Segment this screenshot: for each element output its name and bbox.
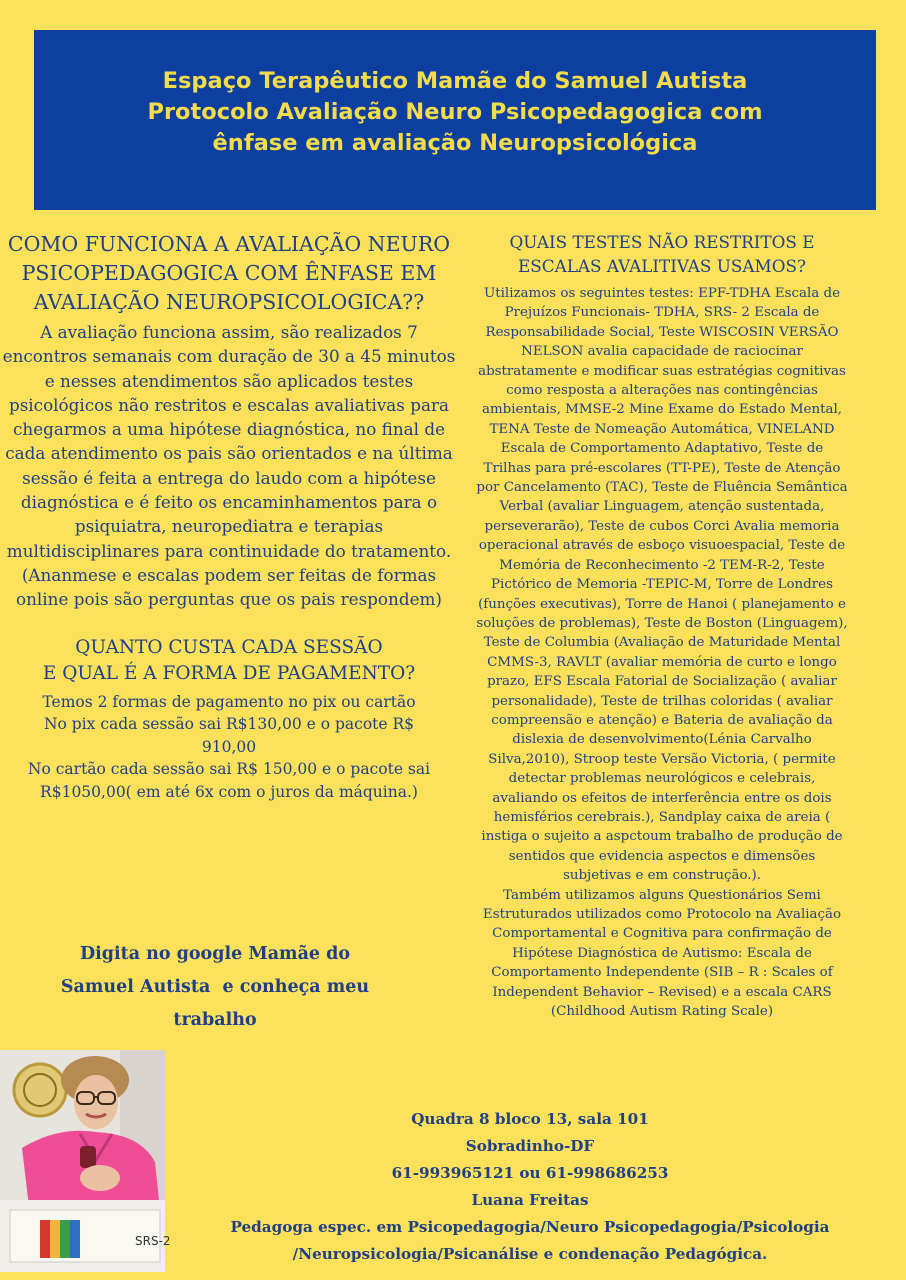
payment-title-line-2: E QUAL É A FORMA DE PAGAMENTO?: [42, 662, 416, 684]
right-column: [476, 230, 848, 1021]
payment-line-1: Temos 2 formas de pagamento no pix ou cartão: [42, 692, 416, 711]
contact-address: Quadra 8 bloco 13, sala 101: [411, 1110, 649, 1128]
header-banner: [34, 30, 876, 210]
payment-line-2: No pix cada sessão sai R$130,00 e o pacote R$ 910,00: [43, 715, 415, 756]
how-it-works-note: (Ananmese e escalas podem ser feitas de formas online pois são perguntas que os pais respondem): [16, 564, 442, 610]
google-line-3: trabalho: [173, 1010, 257, 1030]
contact-city: Sobradinho-DF: [465, 1137, 595, 1155]
tests-body-2: Também utilizamos alguns Questionários Semi Estruturados utilizados como Protocolo na Avaliação Comportamental e Cognitiva para confirmação de Hipótese Diagnóstica de Autismo: Escala de Comportamento Independente (SIB – R : Scales of Independent Behavior – Revised) e a escala CARS (Childhood Autism Rating Scale): [482, 887, 842, 1020]
how-it-works-title: COMO FUNCIONA A AVALIAÇÃO NEURO PSICOPEDAGOGICA COM ÊNFASE EM AVALIAÇÃO NEUROPSICOLOGICA??: [7, 232, 451, 314]
header-line-2: Protocolo Avaliação Neuro Psicopedagogica com: [147, 99, 763, 125]
tests-title: QUAIS TESTES NÃO RESTRITOS E ESCALAS AVALITIVAS USAMOS?: [509, 232, 815, 276]
payment-title: [0, 635, 458, 687]
left-column: [0, 230, 458, 803]
payment-title-line-1: QUANTO CUSTA CADA SESSÃO: [75, 636, 383, 658]
header-line-1: Espaço Terapêutico Mamãe do Samuel Autista: [162, 68, 748, 94]
contact-name: Luana Freitas: [471, 1191, 589, 1209]
payment-line-3: No cartão cada sessão sai R$ 150,00 e o pacote sai R$1050,00( em até 6x com o juros da máquina.): [27, 760, 431, 801]
contact-block: [200, 1106, 860, 1268]
profile-photo: [0, 1050, 171, 1272]
contact-role-line-1: Pedagoga espec. em Psicopedagogia/Neuro Psicopedagogia/Psicologia: [230, 1218, 830, 1236]
contact-role-line-2: /Neuropsicologia/Psicanálise e condenação Pedagógica.: [292, 1245, 768, 1263]
google-callout: [20, 938, 410, 1037]
profile-photo-illustration: [0, 1050, 171, 1272]
google-line-2: Samuel Autista e conheça meu: [60, 977, 370, 997]
tests-body: Utilizamos os seguintes testes: EPF-TDHA Escala de Prejuízos Funcionais- TDHA, SRS- 2 Escala de Responsabilidade Social, Teste WISCOSIN VERSÃO NELSON avalia capacidade de raciocinar abstratamente e modificar suas estratégias cognitivas como resposta a alterações nas contingências ambientais, MMSE-2 Mine Exame do Estado Mental, TENA Teste de Nomeação Automática, VINELAND Escala de Comportamento Adaptativo, Teste de Trilhas para pré-escolares (TT-PE), Teste de Atenção por Cancelamento (TAC), Teste de Fluência Semântica Verbal (avaliar Linguagem, atenção sustentada, perseverarão), Teste de cubos Corci Avalia memoria operacional através de esboço visuoespacial, Teste de Memória de Reconhecimento -2 TEM-R-2, Teste Pictórico de Memoria -TEPIC-M, Torre de Londres (funções executivas), Torre de Hanoi ( planejamento e soluções de problemas), Teste de Boston (Linguagem), Teste de Columbia (Avaliação de Maturidade Mental CMMS-3, RAVLT (avaliar memória de curto e longo prazo, EFS Escala Fatorial de Socialização ( avaliar personalidade), Teste de trilhas coloridas ( avaliar compreensão e atenção) e Bateria de avaliação da dislexia de desenvolvimento(Lénia Carvalho Silva,2010), Stroop teste Versão Victoria, ( permite detectar problemas neurológicos e celebrais, avaliando os efeitos de interferência entre os dois hemisférios cerebrais.), Sandplay caixa de areia ( instiga o sujeito a aspctoum trabalho de produção de sentidos que evidencia aspectos e dimensões subjetivas e em construção.).: [476, 286, 848, 884]
how-it-works-body: A avaliação funciona assim, são realizados 7 encontros semanais com duração de 30 a 45 minutos e nesses atendimentos são aplicados testes psicológicos não restritos e escalas avaliativas para chegarmos a uma hipótese diagnóstica, no final de cada atendimento os pais são orientados e na última sessão é feita a entrega do laudo com a hipótese diagnóstica e é feito os encaminhamentos para o psiquiatra, neuropediatra e terapias multidisciplinares para continuidade do tratamento.: [2, 322, 456, 561]
contact-phones: 61-993965121 ou 61-998686253: [391, 1164, 669, 1182]
photo-box-label: SRS-2: [135, 1234, 171, 1248]
header-line-3: ênfase em avaliação Neuropsicológica: [212, 130, 698, 156]
google-line-1: Digita no google Mamãe do: [79, 944, 351, 964]
payment-info: [0, 691, 458, 804]
